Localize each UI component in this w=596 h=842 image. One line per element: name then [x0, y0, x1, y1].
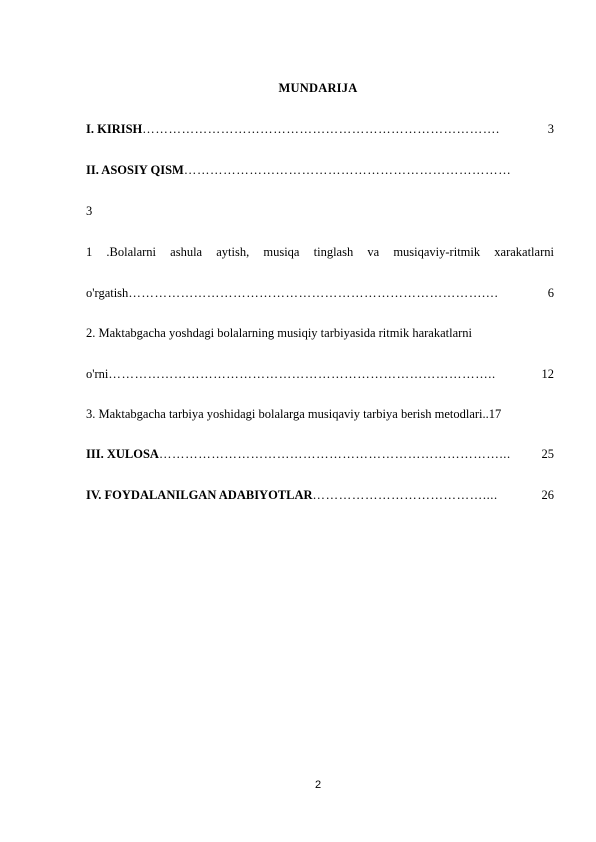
toc-leader-dots: .. [482, 407, 489, 421]
toc-leader-dots: ……………………………………………………………………….… [128, 286, 499, 300]
toc-page-number: 3 [547, 122, 554, 136]
word: aytish, [216, 245, 250, 259]
toc-entry-item-3[interactable] [86, 406, 554, 422]
word: tinglash [313, 245, 354, 259]
toc-entry-label: 3. Maktabgacha tarbiya yoshidagi bolalarga musiqaviy tarbiya berish metodlari [86, 407, 483, 421]
toc-entry-label: o'rgatish [86, 286, 129, 300]
page-number-footer: 2 [314, 779, 322, 791]
toc-entry-item-2-cont[interactable] [86, 366, 554, 382]
word: ashula [170, 245, 203, 259]
toc-entry-asosiy-qism[interactable] [86, 162, 554, 178]
word: 1 [86, 245, 93, 259]
toc-title: MUNDARIJA [278, 81, 358, 95]
toc-entry-label: II. ASOSIY QISM [86, 163, 184, 177]
toc-leader-dots: ………………………………………………………………………. [142, 122, 500, 136]
toc-entry-item-1[interactable] [86, 244, 554, 260]
word: xarakatlarni [494, 245, 554, 259]
toc-entry-label: I. KIRISH [86, 122, 143, 136]
toc-page-number: 26 [541, 488, 554, 502]
toc-entry-item-2[interactable]: 2. Maktabgacha yoshdagi bolalarning musiqiy tarbiyasida ritmik harakatlarni [86, 326, 473, 340]
word: musiqaviy-ritmik [393, 245, 481, 259]
toc-leader-dots: …………………………………………………………………………….. [108, 367, 496, 381]
toc-entry-item-1-cont[interactable] [86, 285, 554, 301]
toc-page-number: 12 [541, 367, 554, 381]
toc-page-number: 25 [541, 447, 554, 461]
toc-entry-label: o'rni [86, 367, 109, 381]
word: .Bolalarni [106, 245, 157, 259]
toc-entry-adabiyotlar[interactable] [86, 487, 554, 503]
word: musiqa [263, 245, 300, 259]
toc-leader-dots: ………………………………….... [312, 488, 498, 502]
toc-entry-label: IV. FOYDALANILGAN ADABIYOTLAR [86, 488, 313, 502]
toc-page-number: 6 [547, 286, 554, 300]
toc-entry-label: III. XULOSA [86, 447, 159, 461]
toc-entry-xulosa[interactable] [86, 446, 554, 462]
toc-leader-dots: ……………………………………………………………………... [158, 447, 511, 461]
toc-page-number: 17 [488, 407, 502, 421]
word: va [367, 245, 380, 259]
toc-leader-dots: ………………………………………………………………… [183, 163, 512, 177]
toc-entry-kirish[interactable] [86, 121, 554, 137]
toc-page-number[interactable]: 3 [86, 204, 93, 218]
